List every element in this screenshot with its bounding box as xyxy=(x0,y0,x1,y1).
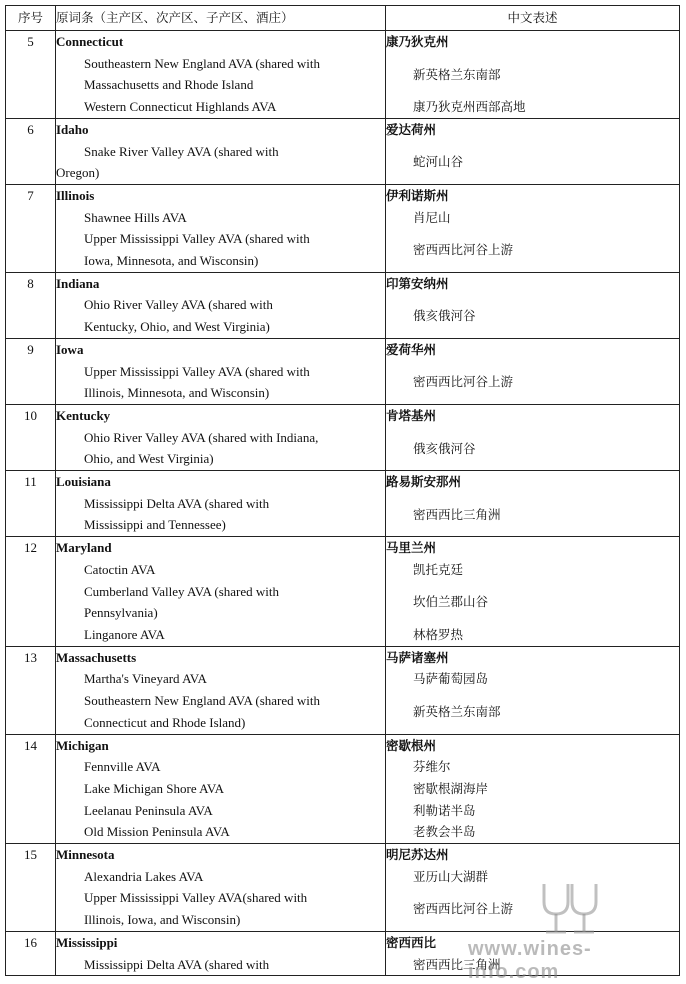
ava-name-line: Ohio, and West Virginia) xyxy=(84,451,214,467)
ava-name-chinese xyxy=(386,800,679,822)
ava-name-chinese xyxy=(386,228,679,271)
state-name: Minnesota xyxy=(56,847,115,863)
ava-name-line: Mississippi and Tennessee) xyxy=(84,517,226,533)
chinese-term-cell xyxy=(386,404,680,470)
ava-name-chinese xyxy=(386,581,679,624)
original-term-cell xyxy=(56,338,386,404)
state-name: Maryland xyxy=(56,540,112,556)
ava-name-line: Pennsylvania) xyxy=(84,605,158,621)
ava-name-line: Snake River Valley AVA (shared with xyxy=(84,143,279,159)
state-name-chinese: 爱达荷州 xyxy=(386,121,437,137)
row-number: 15 xyxy=(6,844,56,932)
state-name: Illinois xyxy=(56,187,95,203)
ava-name-chinese xyxy=(386,559,679,581)
ava-name-chinese xyxy=(386,668,679,690)
ava-name-chinese xyxy=(386,690,679,733)
state-name-chinese: 伊利诺斯州 xyxy=(386,187,449,203)
ava-name-chinese xyxy=(386,294,679,337)
ava-name-line: Old Mission Peninsula AVA xyxy=(84,824,230,840)
original-term-cell xyxy=(56,471,386,537)
header-number: 序号 xyxy=(6,6,56,31)
original-term-cell xyxy=(56,404,386,470)
ava-name-chinese-text: 芬维尔 xyxy=(413,759,451,775)
chinese-term-cell xyxy=(386,471,680,537)
ava-name-chinese-text: 凯托克廷 xyxy=(413,561,464,577)
row-number: 12 xyxy=(6,537,56,647)
chinese-term-cell xyxy=(386,272,680,338)
ava-name-line: Alexandria Lakes AVA xyxy=(84,868,204,884)
state-name-chinese: 康乃狄克州 xyxy=(386,34,449,49)
original-term-cell xyxy=(56,31,386,119)
table-row xyxy=(6,471,680,537)
state-name: Connecticut xyxy=(56,34,124,49)
ava-name-chinese-text: 俄亥俄河谷 xyxy=(413,308,476,324)
ava-name-chinese xyxy=(386,624,679,646)
original-term-cell xyxy=(56,118,386,184)
original-term-cell xyxy=(56,734,386,844)
row-number: 7 xyxy=(6,184,56,272)
table-row xyxy=(6,537,680,647)
ava-name-line: Upper Mississippi Valley AVA (shared with xyxy=(84,363,310,379)
ava-name-chinese-text: 密西西比河谷上游 xyxy=(413,901,514,917)
ava-name-line: Massachusetts and Rhode Island xyxy=(84,77,254,93)
ava-name-line: Oregon) xyxy=(56,165,100,181)
ava-name-chinese xyxy=(386,821,679,843)
header-original-term: 原词条（主产区、次产区、子产区、酒庄） xyxy=(56,6,386,31)
state-name-chinese: 明尼苏达州 xyxy=(386,847,449,863)
state-name: Michigan xyxy=(56,737,109,753)
ava-name-chinese-text: 密西西比三角洲 xyxy=(413,956,501,972)
ava-name-line: Lake Michigan Shore AVA xyxy=(84,780,224,796)
chinese-term-cell xyxy=(386,184,680,272)
ava-name-line: Leelanau Peninsula AVA xyxy=(84,802,213,818)
ava-name-chinese xyxy=(386,954,679,976)
ava-name-chinese-text: 肖尼山 xyxy=(413,209,451,225)
table-row xyxy=(6,272,680,338)
ava-name-chinese-text: 老教会半岛 xyxy=(413,824,476,840)
ava-name-line: Upper Mississippi Valley AVA(shared with xyxy=(84,890,308,906)
ava-name-chinese xyxy=(386,207,679,229)
chinese-term-cell xyxy=(386,734,680,844)
table-row xyxy=(6,338,680,404)
ava-name-line: Ohio River Valley AVA (shared with Indiana, xyxy=(84,429,319,445)
ava-name-line: Martha's Vineyard AVA xyxy=(84,671,207,687)
header-chinese: 中文表述 xyxy=(386,6,680,31)
original-term-cell xyxy=(56,646,386,734)
chinese-term-cell xyxy=(386,118,680,184)
state-name: Massachusetts xyxy=(56,649,137,665)
ava-name-chinese-text: 密西西比三角洲 xyxy=(413,506,501,522)
ava-name-chinese xyxy=(386,866,679,888)
ava-table xyxy=(5,5,680,976)
original-term-cell xyxy=(56,537,386,647)
chinese-term-cell xyxy=(386,537,680,647)
ava-name-line: Upper Mississippi Valley AVA (shared with xyxy=(84,231,310,247)
state-name: Louisiana xyxy=(56,474,111,490)
ava-name-chinese-text: 蛇河山谷 xyxy=(413,154,464,170)
ava-name-line: Catoctin AVA xyxy=(84,561,156,577)
table-row xyxy=(6,844,680,932)
ava-name-line: Fennville AVA xyxy=(84,759,161,775)
chinese-term-cell xyxy=(386,31,680,119)
ava-name-chinese-text: 坎伯兰郡山谷 xyxy=(413,594,489,610)
row-number: 14 xyxy=(6,734,56,844)
ava-name-line: Southeastern New England AVA (shared with xyxy=(84,55,321,71)
ava-name-chinese-text: 新英格兰东南部 xyxy=(413,66,501,82)
ava-name-line: Linganore AVA xyxy=(84,626,165,642)
ava-name-chinese xyxy=(386,361,679,404)
ava-name-line: Cumberland Valley AVA (shared with xyxy=(84,583,279,599)
ava-name-line: Shawnee Hills AVA xyxy=(84,209,187,225)
original-term-cell xyxy=(56,272,386,338)
state-name: Iowa xyxy=(56,341,84,357)
ava-name-chinese xyxy=(386,96,679,118)
table-row xyxy=(6,118,680,184)
chinese-term-cell xyxy=(386,931,680,975)
ava-name-line: Western Connecticut Highlands AVA xyxy=(84,99,277,115)
original-term-cell xyxy=(56,931,386,975)
ava-name-line: Southeastern New England AVA (shared with xyxy=(84,693,321,709)
table-row xyxy=(6,734,680,844)
state-name: Kentucky xyxy=(56,407,111,423)
original-term-cell xyxy=(56,844,386,932)
state-name-chinese: 密西西比 xyxy=(386,934,437,950)
row-number: 10 xyxy=(6,404,56,470)
ava-name-line: Mississippi Delta AVA (shared with xyxy=(84,956,270,972)
ava-name-line: Illinois, Minnesota, and Wisconsin) xyxy=(84,385,270,401)
ava-name-chinese-text: 亚历山大湖群 xyxy=(413,868,489,884)
ava-name-chinese xyxy=(386,53,679,96)
state-name-chinese: 路易斯安那州 xyxy=(386,474,462,490)
ava-name-line: Kentucky, Ohio, and West Virginia) xyxy=(84,319,270,335)
ava-name-chinese-text: 密西西比河谷上游 xyxy=(413,374,514,390)
ava-name-line: Iowa, Minnesota, and Wisconsin) xyxy=(84,253,259,269)
watermark-text: www.wines-info.com xyxy=(468,938,592,983)
ava-name-chinese-text: 马萨葡萄园岛 xyxy=(413,671,489,687)
state-name-chinese: 印第安纳州 xyxy=(386,275,449,291)
state-name: Indiana xyxy=(56,275,100,291)
ava-name-chinese-text: 康乃狄克州西部高地 xyxy=(413,99,526,115)
table-header-row xyxy=(6,6,680,31)
chinese-term-cell xyxy=(386,338,680,404)
ava-name-chinese xyxy=(386,756,679,778)
chinese-term-cell xyxy=(386,844,680,932)
ava-name-chinese-text: 密歇根湖海岸 xyxy=(413,780,489,796)
row-number: 8 xyxy=(6,272,56,338)
state-name-chinese: 爱荷华州 xyxy=(386,341,437,357)
row-number: 11 xyxy=(6,471,56,537)
table-row xyxy=(6,646,680,734)
ava-name-line: Illinois, Iowa, and Wisconsin) xyxy=(84,912,241,928)
row-number: 6 xyxy=(6,118,56,184)
state-name: Idaho xyxy=(56,121,89,137)
table-row xyxy=(6,184,680,272)
state-name-chinese: 马萨诸塞州 xyxy=(386,649,449,665)
ava-name-chinese-text: 俄亥俄河谷 xyxy=(413,440,476,456)
chinese-term-cell xyxy=(386,646,680,734)
ava-name-chinese-text: 利勒诺半岛 xyxy=(413,802,476,818)
ava-name-chinese xyxy=(386,141,679,184)
ava-name-chinese xyxy=(386,427,679,470)
row-number: 13 xyxy=(6,646,56,734)
table-row xyxy=(6,31,680,119)
original-term-cell xyxy=(56,184,386,272)
state-name-chinese: 密歇根州 xyxy=(386,737,437,753)
ava-name-line: Connecticut and Rhode Island) xyxy=(84,714,246,730)
ava-name-chinese xyxy=(386,778,679,800)
ava-name-line: Mississippi Delta AVA (shared with xyxy=(84,495,270,511)
state-name: Mississippi xyxy=(56,934,118,950)
ava-name-chinese xyxy=(386,493,679,536)
ava-name-chinese-text: 林格罗热 xyxy=(413,626,464,642)
ava-name-chinese xyxy=(386,887,679,930)
state-name-chinese: 肯塔基州 xyxy=(386,407,437,423)
table-body xyxy=(6,31,680,976)
table-row xyxy=(6,404,680,470)
state-name-chinese: 马里兰州 xyxy=(386,540,437,556)
row-number: 9 xyxy=(6,338,56,404)
ava-name-chinese-text: 密西西比河谷上游 xyxy=(413,242,514,258)
table-row xyxy=(6,931,680,975)
ava-name-chinese-text: 新英格兰东南部 xyxy=(413,703,501,719)
ava-name-line: Ohio River Valley AVA (shared with xyxy=(84,297,273,313)
row-number: 5 xyxy=(6,31,56,119)
row-number: 16 xyxy=(6,931,56,975)
